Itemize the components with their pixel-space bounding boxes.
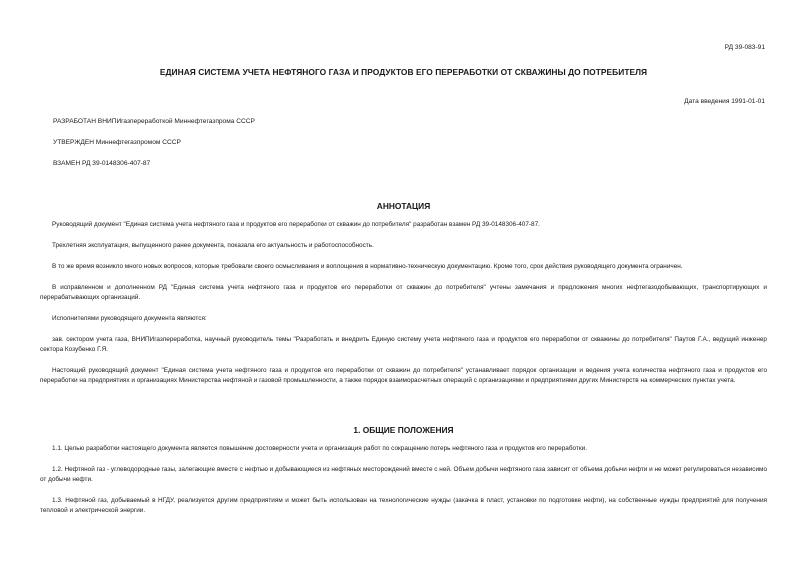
section-1-heading: 1. ОБЩИЕ ПОЛОЖЕНИЯ — [353, 425, 454, 435]
approved-by-line: УТВЕРЖДЕН Миннефтегазпромом СССР — [53, 139, 181, 146]
document-title: ЕДИНАЯ СИСТЕМА УЧЕТА НЕФТЯНОГО ГАЗА И ПРОДУКТОВ ЕГО ПЕРЕРАБОТКИ ОТ СКВАЖИНЫ ДО ПОТРЕБИТЕЛЯ — [159, 67, 648, 77]
introduction-date: Дата введения 1991-01-01 — [684, 98, 765, 105]
replaces-line: ВЗАМЕН РД 39-0148306-407-87 — [53, 160, 151, 167]
section-1-paragraph: 1.1. Целью разработки настоящего документа является повышение достоверности учета и организация работ по сокращению потерь нефтяного газа и продуктов его переработки. — [52, 445, 587, 452]
section-1-paragraph: 1.3. Нефтяной газ, добываемый в НГДУ, реализуется другим предприятиям и может быть использован на технологические нужды (закачка в пласт, установки по подготовке нефти), на собственные нужды предприятий для получения тепловой и электрической энергии. — [40, 497, 767, 514]
annotation-paragraph: Руководящий документ "Единая система учета нефтяного газа и продуктов его переработки от скважин до потребителя" разработан взамен РД 39-0148306-407-87. — [52, 221, 540, 228]
developed-by-line: РАЗРАБОТАН ВНИПИгазпереработкой Миннефтегазпрома СССР — [53, 118, 255, 125]
annotation-paragraph: В исправленном и дополненном РД "Единая система учета нефтяного газа и продуктов его переработки от скважин до потребителя" учтены замечания и предложения многих нефтегазодобывающих, транспортирующих и перерабатывающих организаций. — [40, 284, 767, 301]
document-code: РД 39-083-91 — [724, 44, 765, 51]
section-1-paragraph: 1.2. Нефтяной газ - углеводородные газы, залегающие вместе с нефтью и добывающиеся из нефтяных месторождений вместе с ней. Объем добычи нефтяного газа зависит от объема добычи нефти и не может регулироваться независимо от добычи нефти. — [40, 466, 767, 483]
annotation-paragraph: В то же время возникло много новых вопросов, которые требовали своего осмысливания и воплощения в нормативно-техническую документацию. Кроме того, срок действия руководящего документа ограничен. — [52, 263, 683, 270]
annotation-paragraph: Настоящий руководящий документ "Единая система учета нефтяного газа и продуктов его переработки от скважин до потребителя" устанавливает порядок организации и ведения учета количества нефтяного газа и продуктов его переработки на предприятиях и организациях Министерства нефтяной и газовой промышленности, а также порядок взаиморасчетных операций с организациями и предприятиями других Министерств на коммерческих пунктах учета. — [40, 367, 767, 384]
annotation-heading: АННОТАЦИЯ — [376, 201, 431, 211]
annotation-paragraph: Трехлетняя эксплуатация, выпущенного ранее документа, показала его актуальность и работоспособность. — [52, 242, 374, 249]
annotation-paragraph: зав. сектором учета газа, ВНИПИгазпереработка, научный руководитель темы "Разработать и внедрить Единую систему учета нефтяного газа и продуктов его переработки от скважины до потребителя" Паутов Г.А., ведущий инженер сектора Козубенко Г.Я. — [40, 336, 767, 353]
annotation-paragraph: Исполнителями руководящего документа являются: — [52, 315, 207, 322]
